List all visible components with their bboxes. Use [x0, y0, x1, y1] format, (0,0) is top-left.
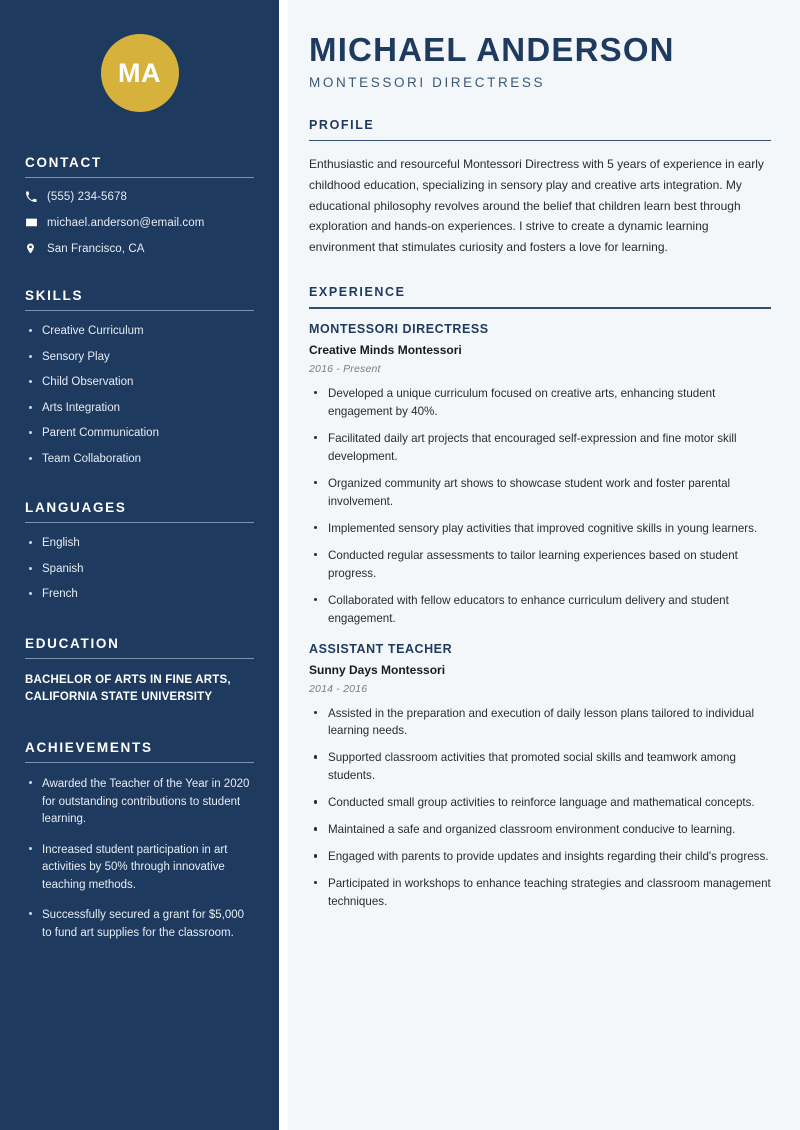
avatar: MA [101, 34, 179, 112]
experience-heading: EXPERIENCE [309, 285, 406, 300]
achievements-list [25, 776, 254, 942]
main-content [288, 0, 800, 1130]
skills-divider [25, 310, 254, 311]
skills-section [0, 288, 279, 467]
list-item: English [25, 536, 254, 552]
list-item: Assisted in the preparation and execution of daily lesson plans tailored to individual learning needs. [309, 705, 771, 741]
profile-text: Enthusiastic and resourceful Montessori Directress with 5 years of experience in early childhood education, specializing in sensory play and creative arts integration. My educational philosophy revolves around the belief that children learn best through exploration and hands-on experiences. I strive to create a dynamic learning environment that stimulates curiosity and fosters a love for learning. [309, 157, 764, 254]
contact-phone-value: (555) 234-5678 [47, 191, 128, 203]
list-item: Supported classroom activities that promoted social skills and teamwork among students. [309, 749, 771, 785]
achievements-divider [25, 762, 254, 763]
experience-entry [309, 322, 771, 628]
experience-company: Creative Minds Montessori [309, 342, 462, 357]
list-item: Conducted small group activities to reinforce language and mathematical concepts. [309, 794, 771, 812]
list-item: Spanish [25, 562, 254, 578]
achievements-section [0, 740, 279, 942]
list-item: Child Observation [25, 375, 254, 391]
contact-location-value: San Francisco, CA [47, 242, 145, 255]
achievements-heading: ACHIEVEMENTS [25, 740, 153, 756]
experience-dates: 2016 - Present [309, 362, 381, 375]
contact-divider [25, 177, 254, 178]
contact-email-row[interactable] [25, 216, 254, 229]
list-item: Participated in workshops to enhance teaching strategies and classroom management techniques. [309, 875, 771, 911]
profile-section [309, 118, 771, 258]
list-item: Team Collaboration [25, 452, 254, 468]
list-item: Sensory Play [25, 350, 254, 366]
contact-phone-row[interactable] [25, 191, 254, 203]
experience-dates: 2014 - 2016 [309, 682, 368, 695]
list-item: Engaged with parents to provide updates and insights regarding their child's progress. [309, 848, 771, 866]
list-item: Conducted regular assessments to tailor learning experiences based on student progress. [309, 547, 771, 583]
list-item: Facilitated daily art projects that encouraged self-expression and fine motor skill development. [309, 430, 771, 466]
list-item: Implemented sensory play activities that improved cognitive skills in young learners. [309, 520, 771, 538]
page-title: MICHAEL ANDERSON [309, 31, 675, 68]
experience-divider [309, 307, 771, 308]
languages-section [0, 500, 279, 603]
phone-icon [25, 191, 47, 203]
education-degree: BACHELOR OF ARTS IN FINE ARTS, [25, 673, 231, 686]
contact-heading: CONTACT [25, 155, 102, 170]
sidebar [0, 0, 279, 1130]
languages-divider [25, 522, 254, 523]
languages-heading: LANGUAGES [25, 500, 127, 516]
experience-job-title: ASSISTANT TEACHER [309, 641, 453, 656]
experience-section [309, 285, 771, 911]
list-item: Organized community art shows to showcase student work and foster parental involvement. [309, 475, 771, 511]
education-school: CALIFORNIA STATE UNIVERSITY [25, 691, 213, 704]
education-section [0, 636, 279, 708]
contact-location-row[interactable] [25, 242, 254, 255]
avatar-wrapper [0, 0, 279, 122]
list-item: Collaborated with fellow educators to enhance curriculum delivery and student engagement. [309, 592, 771, 628]
list-item: Creative Curriculum [25, 324, 254, 340]
education-heading: EDUCATION [25, 635, 120, 651]
list-item: Parent Communication [25, 426, 254, 442]
sidebar-gap [279, 0, 288, 1130]
list-item: Increased student participation in art activities by 50% through innovative teaching methods. [25, 842, 254, 894]
profile-heading: PROFILE [309, 117, 375, 132]
languages-list [25, 536, 254, 603]
list-item: Successfully secured a grant for $5,000 to fund art supplies for the classroom. [25, 907, 254, 942]
envelope-icon [25, 216, 47, 229]
skills-heading: SKILLS [25, 288, 84, 303]
contact-email-value: michael.anderson@email.com [47, 216, 205, 229]
location-pin-icon [25, 242, 47, 255]
experience-bullet-list [309, 385, 771, 628]
list-item: French [25, 587, 254, 603]
list-item: Developed a unique curriculum focused on creative arts, enhancing student engagement by 40%. [309, 385, 771, 421]
experience-entry [309, 642, 771, 912]
contact-section [0, 155, 279, 255]
experience-company: Sunny Days Montessori [309, 662, 446, 677]
experience-bullet-list [309, 705, 771, 912]
experience-job-title: MONTESSORI DIRECTRESS [309, 321, 489, 336]
profile-divider [309, 140, 771, 141]
list-item: Arts Integration [25, 401, 254, 417]
list-item: Awarded the Teacher of the Year in 2020 for outstanding contributions to student learning. [25, 776, 254, 828]
job-role-subtitle: MONTESSORI DIRECTRESS [309, 74, 546, 90]
education-divider [25, 658, 254, 659]
list-item: Maintained a safe and organized classroom environment conducive to learning. [309, 821, 771, 839]
skills-list [25, 324, 254, 467]
